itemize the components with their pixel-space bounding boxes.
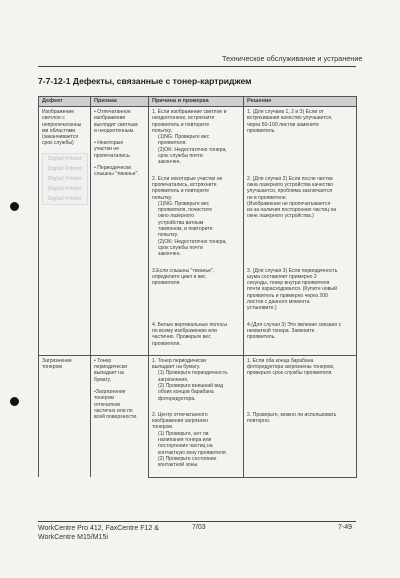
- header-rule: [38, 66, 356, 67]
- table-body: [39, 107, 357, 478]
- cause-line: (2) Проверьте внешний вид обоих концов барабана фоторедуктора.: [158, 382, 223, 402]
- defect-name: Загрязнение тонером: [42, 357, 72, 371]
- cause-line: (1) Проверьте, нет ли налипания тонера или посторонних частиц на контактную зону проявителя.: [158, 430, 227, 456]
- solution-text: 2. (Для случая 2) Если после чистки окна лазерного устройства качество улучшается, проблема заключается не в проявителе. (Изображение не пропечатывается из-за наличия посторонних частиц на окне лазерного устройства.): [247, 175, 337, 220]
- symptom-item: • Отпечатанное изображение выглядит светлым и неоднотонным.: [94, 109, 138, 134]
- column-header: Решение: [244, 97, 357, 107]
- symptom-item: • Периодически слышны "тиканье".: [94, 165, 139, 178]
- sample-print-line: Digital Printer: [47, 165, 82, 172]
- footer-page-number: 7-49: [338, 524, 353, 531]
- solution-cell: [244, 174, 357, 266]
- cause-line: (1) Проверьте периодичность загрязнения.: [158, 370, 228, 383]
- footer-product: WorkCentre Pro 412, FaxCentre F12 & WorkCentre M15/M15i: [38, 525, 159, 541]
- defect-cell: [39, 355, 91, 477]
- cause-cell: [149, 174, 244, 266]
- footer-rule: [38, 521, 356, 522]
- sample-print-line: Digital Printer: [47, 195, 82, 202]
- cause-line: (1)NG: Проверьте вес проявителя.: [158, 134, 210, 147]
- sample-print-line: Digital Printer: [47, 185, 82, 192]
- solution-text: 4.(Для случая 3) Это явление связано с нехваткой тонера. Замените проявитель.: [247, 321, 342, 341]
- symptom-item: • Некоторые участки не пропечатались.: [94, 140, 131, 159]
- symptom-cell: [91, 355, 149, 477]
- solution-text: 1. (Для случаев 1, 2 и 3) Если от встряхивания качество улучшается, через 50-100 листов замените проявитель.: [247, 109, 333, 134]
- symptom-item: •Загрязнение тонером отпечатков частично или по всей поверхности.: [94, 388, 138, 421]
- cause-cell: [149, 410, 244, 477]
- footer-date: 7/03: [192, 524, 206, 531]
- solution-cell: [244, 410, 357, 477]
- solution-text: 2. Проверьте, можно ли использовать повторно.: [247, 411, 337, 425]
- cause-line: (1)NG: Проверьте вес проявителя, почистите окно лазерного устройства ватным тампоном, и повторите попытку.: [158, 200, 213, 239]
- defect-name: Изображение светлое с непропечатанны ми областями (заканчивается срок службы): [42, 109, 82, 147]
- table-row: [39, 355, 357, 410]
- sample-print-line: Digital Printer: [47, 175, 82, 182]
- solution-text: 1. Если оба конца барабана фоторедуктора загрязнены тонером, проверьте срок службы проявителя.: [247, 357, 335, 377]
- cause-cell: [149, 355, 244, 410]
- cause-line: 2. Центр отпечатанного изображения загрязнен тонером.: [152, 411, 208, 431]
- column-header: Дефект: [39, 97, 91, 107]
- defects-table: [38, 96, 357, 478]
- cause-line: 3.Если слышны "тиканье", определите цикл и вес проявителя.: [152, 267, 215, 287]
- solution-text: 3. (Для случая 3) Если периодичность шума составляет примерно 2 секунды, тонер внутри проявителя почти израсходовался. (Купите новый проявитель и примерно через 200 листов с данного момента установите.): [247, 267, 338, 312]
- cause-line: (2)OK: Недостаточно тонера, срок службы почти закончен.: [158, 238, 227, 258]
- table-header-row: [39, 97, 357, 107]
- column-header: Причина и проверка: [149, 97, 244, 107]
- cause-line: (2)OK: Недостаточно тонера, срок службы почти закончен.: [158, 146, 227, 166]
- cause-line: 4. Белые вертикальные полосы по всему изображению или частично. Проверьте вес проявителя.: [152, 321, 228, 347]
- table-row: [39, 107, 357, 174]
- cause-line: 2. Если некоторые участки не пропечатались, встряхните проявитель и повторите попытку.: [152, 175, 223, 201]
- symptom-cell: [91, 107, 149, 356]
- solution-cell: [244, 266, 357, 320]
- cause-cell: [149, 320, 244, 356]
- column-header: Признак: [91, 97, 149, 107]
- solution-cell: [244, 355, 357, 410]
- cause-line: 1. Тонер периодически выпадает на бумагу.: [152, 357, 207, 371]
- binder-hole: [10, 397, 19, 406]
- cause-cell: [149, 266, 244, 320]
- cause-cell: [149, 107, 244, 174]
- sample-print-line: Digital Printer: [47, 155, 82, 162]
- symptom-item: • Тонер периодически выпадает на бумагу.: [94, 357, 127, 383]
- solution-cell: [244, 320, 357, 356]
- cause-line: (2) Проверьте состояние контактной зоны.: [158, 455, 217, 469]
- cause-line: 1. Если изображение светлое и неоднотонное, встряхните проявитель и повторите попытку.: [152, 109, 227, 134]
- sample-print-image: [42, 153, 88, 205]
- binder-hole: [10, 202, 19, 211]
- section-title: 7-7-12-1 Дефекты, связанные с тонер-картриджем: [38, 76, 252, 86]
- section-name: Техническое обслуживание и устранение: [222, 54, 363, 63]
- solution-cell: [244, 107, 357, 174]
- defect-cell: [39, 107, 91, 356]
